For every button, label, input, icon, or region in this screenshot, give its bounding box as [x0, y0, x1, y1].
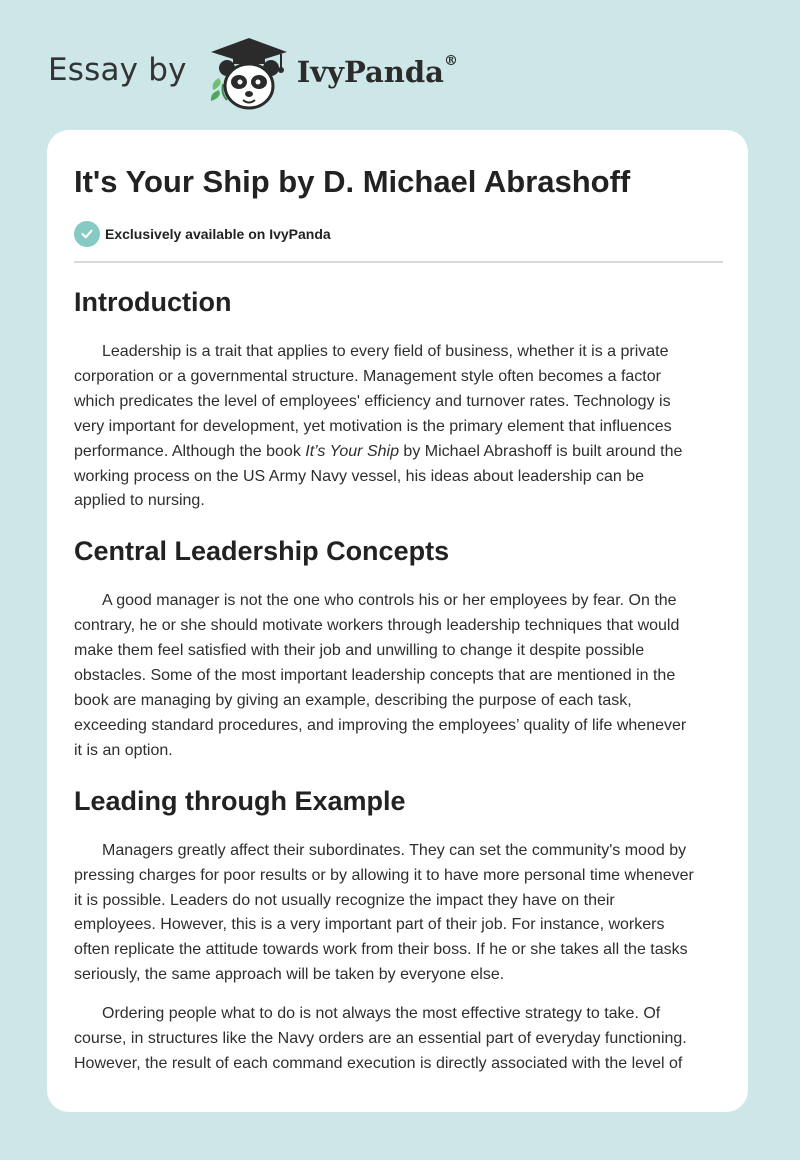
- paragraph-line: pressing charges for poor results or by allowing it to have more personal time whenever: [74, 866, 694, 884]
- article-section: [74, 533, 724, 763]
- paragraph-line: performance. Although the book It’s Your Ship by Michael Abrashoff is built around the: [74, 442, 683, 460]
- registered-mark: ®: [443, 53, 458, 70]
- section-heading: Introduction: [74, 287, 232, 317]
- paragraph-line: seriously, the same approach will be taken by everyone else.: [74, 966, 505, 984]
- paragraph-line: However, the result of each command execution is directly associated with the level of: [74, 1054, 683, 1072]
- exclusive-text: Exclusively available on IvyPanda: [105, 226, 331, 242]
- exclusive-badge: [74, 221, 331, 247]
- paragraph-line: obstacles. Some of the most important leadership concepts that are mentioned in the: [74, 667, 676, 685]
- paragraph: [74, 839, 724, 988]
- paragraph-line: course, in structures like the Navy orders are an essential part of everyday functioning.: [74, 1030, 687, 1048]
- paragraph-line: working process on the US Army Navy vessel, his ideas about leadership can be: [74, 467, 645, 485]
- page-title: It's Your Ship by D. Michael Abrashoff: [74, 164, 631, 199]
- paragraph-line: book are managing by giving an example, describing the purpose of each task,: [74, 691, 632, 709]
- paragraph-line: exceeding standard procedures, and improving the employees’ quality of life whenever: [74, 716, 687, 734]
- paragraph: [74, 1002, 724, 1077]
- paragraph-line: very important for development, yet motivation is the primary element that influences: [74, 417, 672, 435]
- essay-card: [47, 130, 748, 1112]
- paragraph-line: it is possible. Leaders do not usually recognize the impact they have on their: [74, 891, 615, 909]
- section-heading: Leading through Example: [74, 785, 406, 816]
- paragraph-line: which predicates the level of employees' efficiency and turnover rates. Technology is: [74, 392, 671, 410]
- paragraph: [74, 589, 724, 763]
- section-heading: Central Leadership Concepts: [74, 536, 450, 567]
- paragraph-line: often replicate the attitude towards work from their boss. If he or she takes all the tasks: [74, 941, 688, 959]
- ivypanda-logo-icon[interactable]: [201, 34, 297, 114]
- paragraph-line: contrary, he or she should motivate workers through leadership techniques that would: [74, 617, 680, 635]
- paragraph-line: A good manager is not the one who controls his or her employees by fear. On the: [102, 592, 677, 610]
- brand-name[interactable]: IvyPanda®: [296, 53, 458, 89]
- site-header: [48, 34, 458, 114]
- paragraph: [74, 340, 724, 514]
- essay-by-label: Essay by: [48, 52, 187, 88]
- paragraph-line: it is an option.: [74, 741, 173, 759]
- paragraph-line: Leadership is a trait that applies to every field of business, whether it is a private: [102, 343, 669, 360]
- paragraph-line: make them feel satisfied with their job and unwilling to change it despite possible: [74, 642, 645, 660]
- paragraph-line: Managers greatly affect their subordinates. They can set the community's mood by: [102, 841, 687, 859]
- article-section: [74, 284, 724, 514]
- article-body: [74, 284, 724, 1096]
- article-section: [74, 783, 724, 1077]
- book-title: It’s Your Ship: [305, 442, 399, 460]
- paragraph-line: Ordering people what to do is not always the most effective strategy to take. Of: [102, 1005, 661, 1023]
- paragraph-line: employees. However, this is a very important part of their job. For instance, workers: [74, 916, 665, 934]
- divider: [74, 261, 723, 263]
- check-circle-icon: [74, 221, 100, 247]
- paragraph-line: corporation or a governmental structure. Management style often becomes a factor: [74, 367, 661, 385]
- paragraph-line: applied to nursing.: [74, 492, 205, 510]
